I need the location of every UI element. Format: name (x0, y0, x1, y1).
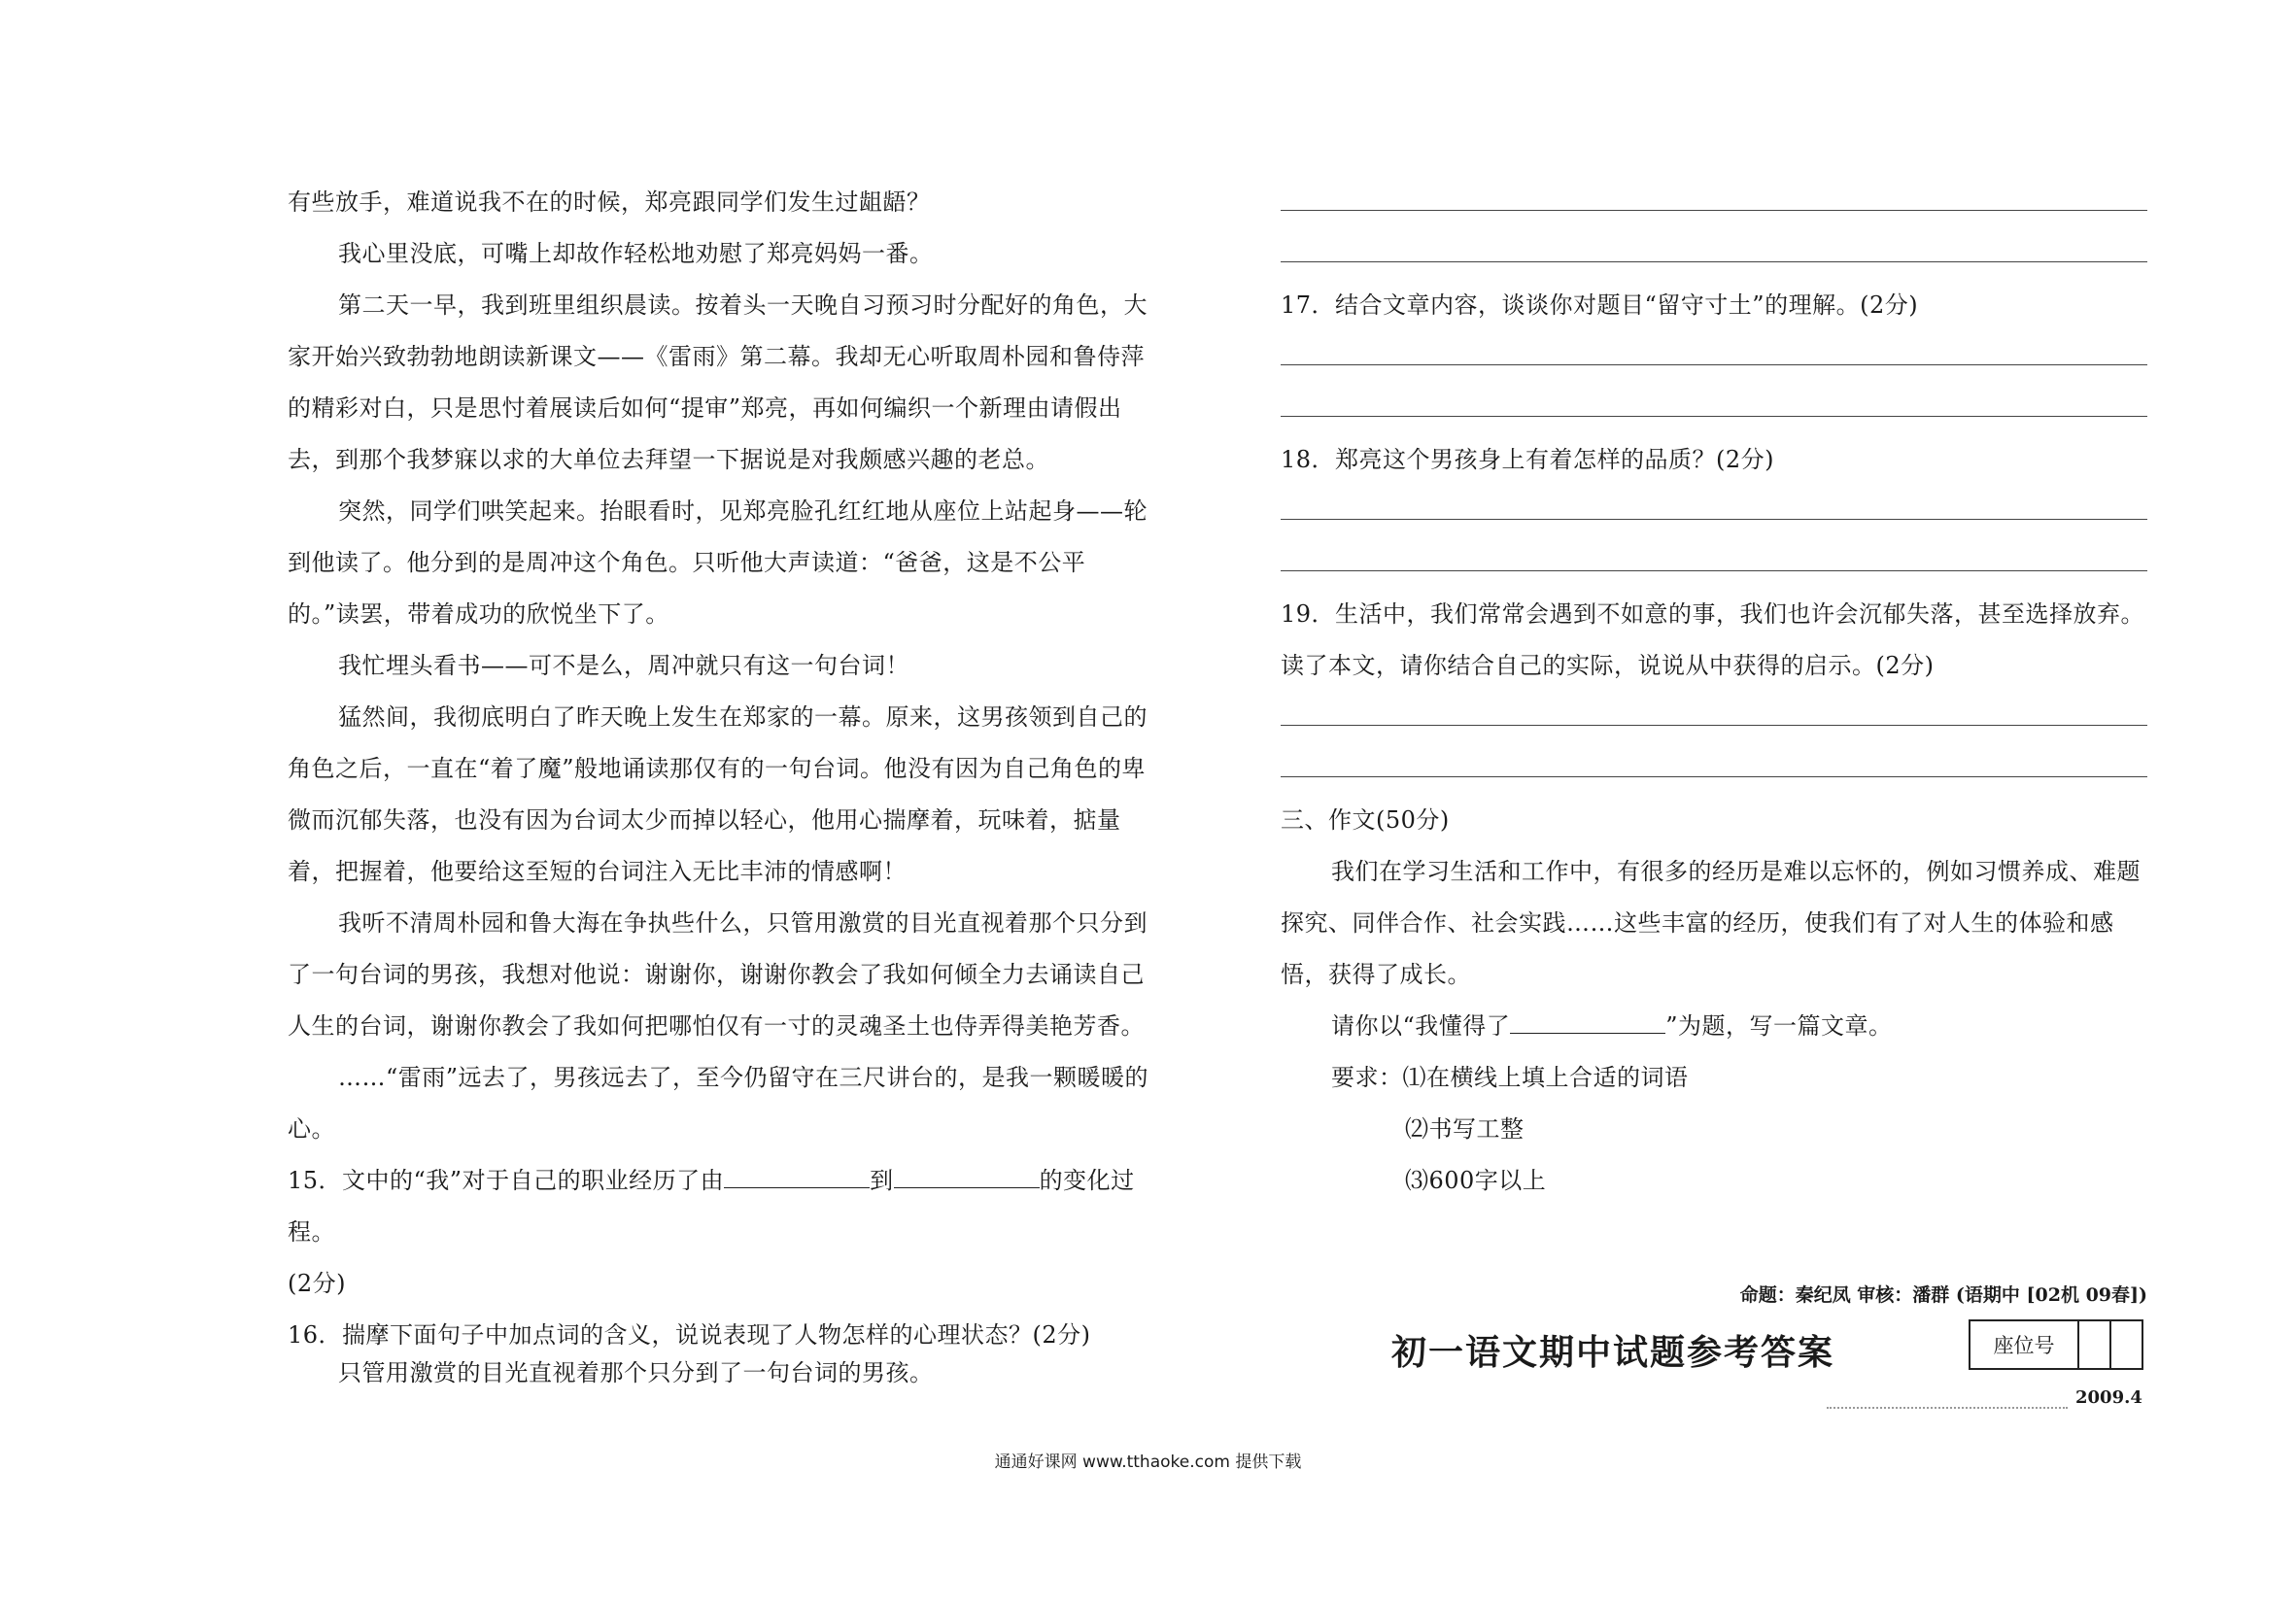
answer-line[interactable] (1281, 486, 2147, 537)
answer-line[interactable] (1281, 331, 2147, 383)
section-3-heading: 三、作文(50分) (1281, 806, 1450, 834)
seat-cell[interactable] (2111, 1321, 2142, 1368)
q15-blank-2[interactable] (894, 1164, 1040, 1188)
paragraph-8: ……“雷雨”远去了，男孩远去了，至今仍留守在三尺讲台的，是我一颗暖暖的心。 (288, 1064, 1149, 1143)
paragraph-6: 猛然间，我彻底明白了昨天晚上发生在郑家的一幕。原来，这男孩领到自己的角色之后，一直在“着了魔”般地诵读那仅有的一句台词。他没有因为自己角色的卑微而沉郁失落，也没有因为台词太少而掉以轻心，他用心揣摩着，玩味着，掂量着，把握着，他要给这至短的台词注入无比丰沛的情感啊！ (288, 703, 1148, 885)
dotted-divider (1827, 1407, 2068, 1409)
q15-blank-1[interactable] (724, 1164, 870, 1188)
answer-title: 初一语文期中试题参考答案 (1391, 1332, 1835, 1373)
date-label: 2009.4 (2075, 1387, 2142, 1408)
question-15: 15．文中的“我”对于自己的职业经历了由 到 的变化过程。 (288, 1155, 1152, 1258)
answer-line[interactable] (1281, 692, 2147, 743)
paragraph-5: 我忙埋头看书——可不是么，周冲就只有这一句台词！ (338, 652, 909, 679)
paragraph-7: 我听不清周朴园和鲁大海在争执些什么，只管用激赏的目光直视着那个只分到了一句台词的男孩，我想对他说：谢谢你，谢谢你教会了我如何倾全力去诵读自己人生的台词，谢谢你教会了我如何把哪怕仅有一寸的灵魂圣土也侍弄得美艳芳香。 (288, 909, 1148, 1040)
question-15-score: (2分) (288, 1270, 346, 1297)
paragraph-2: 我心里没底，可嘴上却故作轻松地劝慰了郑亮妈妈一番。 (338, 240, 934, 267)
seat-number-box (1969, 1319, 2143, 1370)
footer-credit: 通通好课网 www.tthaoke.com 提供下载 (994, 1453, 1302, 1472)
paragraph-4: 突然，同学们哄笑起来。抬眼看时，见郑亮脸孔红红地从座位上站起身——轮到他读了。他分到的是周冲这个角色。只听他大声读道：“爸爸，这是不公平的。”读罢，带着成功的欣悦坐下了。 (288, 497, 1148, 628)
question-17: 17．结合文章内容，谈谈你对题目“留守寸土”的理解。(2分) (1281, 291, 1919, 319)
seat-label: 座位号 (1970, 1321, 2079, 1368)
question-19-line-2: 读了本文，请你结合自己的实际，说说从中获得的启示。(2分) (1281, 652, 1935, 679)
essay-requirement-1: 要求：⑴在横线上填上合适的词语 (1331, 1064, 1689, 1091)
essay-title-blank[interactable] (1510, 1009, 1665, 1034)
question-16-sentence: 只管用激赏的目光直视着那个只分到了一句台词的男孩。 (338, 1359, 934, 1386)
answer-line[interactable] (1281, 383, 2147, 434)
seat-cell[interactable] (2079, 1321, 2111, 1368)
answer-line[interactable] (1281, 177, 2147, 228)
essay-requirement-3: ⑶600字以上 (1405, 1167, 1547, 1194)
question-18: 18．郑亮这个男孩身上有着怎样的品质？(2分) (1281, 446, 1775, 473)
article-column (288, 177, 1152, 1392)
question-16: 16．揣摩下面句子中加点词的含义，说说表现了人物怎样的心理状态？(2分) (288, 1321, 1091, 1349)
paragraph-1: 有些放手，难道说我不在的时候，郑亮跟同学们发生过龃龉？ (288, 188, 931, 216)
paragraph-3: 第二天一早，我到班里组织晨读。按着头一天晚自习预习时分配好的角色，大家开始兴致勃勃地朗读新课文——《雷雨》第二幕。我却无心听取周朴园和鲁侍萍的精彩对白，只是思忖着展读后如何“提审”郑亮，再如何编织一个新理由请假出去，到那个我梦寐以求的大单位去拜望一下据说是对我颇感兴趣的老总。 (288, 291, 1148, 473)
essay-intro: 我们在学习生活和工作中，有很多的经历是难以忘怀的，例如习惯养成、难题探究、同伴合作、社会实践……这些丰富的经历，使我们有了对人生的体验和感悟，获得了成长。 (1281, 858, 2141, 988)
answer-line[interactable] (1281, 537, 2147, 589)
answer-line[interactable] (1281, 743, 2147, 795)
questions-column (1281, 177, 2147, 1207)
essay-requirement-2: ⑵书写工整 (1405, 1115, 1525, 1143)
credits-line: 命题：秦纪凤 审核：潘群 (语期中 [02机 09春]) (1739, 1284, 2147, 1306)
question-19-line-1: 19．生活中，我们常常会遇到不如意的事，我们也许会沉郁失落，甚至选择放弃。 (1281, 600, 2145, 628)
essay-prompt: 请你以“我懂得了 ”为题，写一篇文章。 (1281, 1001, 2147, 1052)
answer-line[interactable] (1281, 228, 2147, 280)
